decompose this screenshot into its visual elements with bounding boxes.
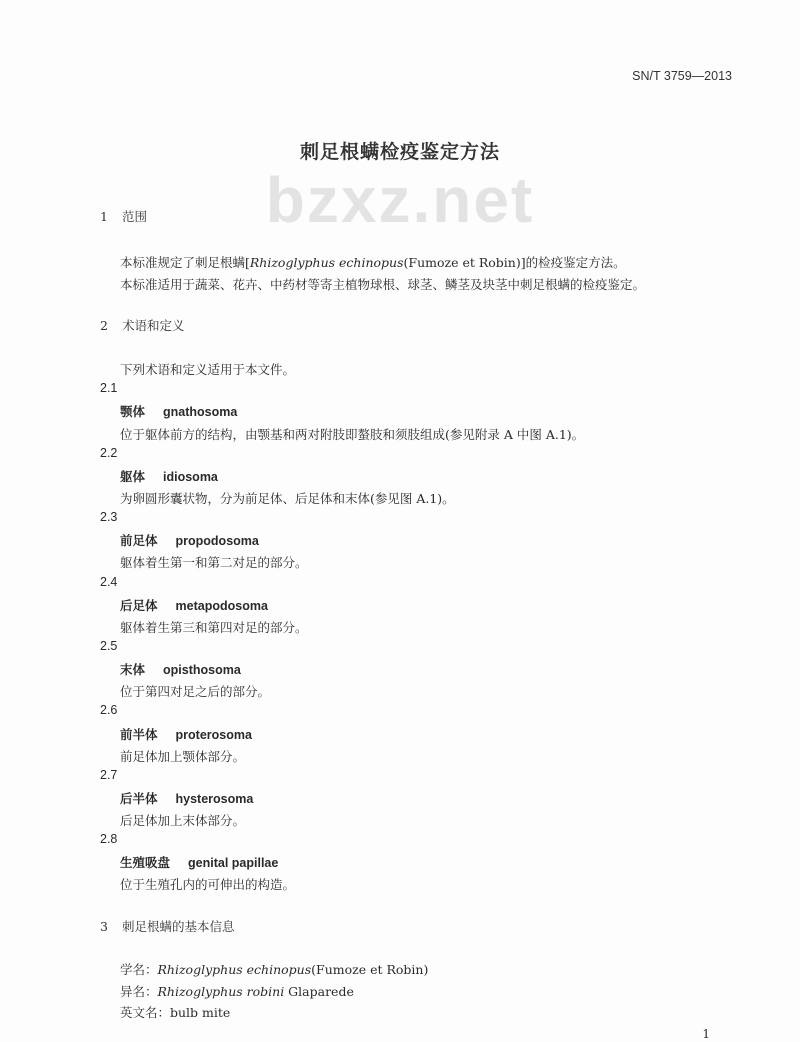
term-english: opisthosoma [163,663,241,677]
text-run: 躯体着生第三和第四对足的部分。 [120,620,308,635]
paragraph [120,553,308,571]
text-run: 位于生殖孔内的可伸出的构造。 [120,877,296,892]
term-entry [120,402,237,420]
paragraph [120,982,354,1000]
term-entry [120,467,218,485]
standard-code: SN/T 3759—2013 [632,69,732,83]
term-entry [120,853,278,871]
paragraph [120,960,428,978]
term-chinese: 后半体 [120,791,158,806]
text-run: (Fumoze et Robin) [311,962,429,977]
clause-number: 2.8 [100,832,118,846]
clause-number: 2.2 [100,446,118,460]
clause-number: 2.6 [100,703,118,717]
text-run: 学名： [120,962,158,977]
text-run: 位于第四对足之后的部分。 [120,684,271,699]
text-run: 下列术语和定义适用于本文件。 [120,362,296,377]
section-number: 2 [100,318,108,333]
term-english: metapodosoma [175,599,268,613]
term-chinese: 前半体 [120,727,158,742]
term-chinese: 颚体 [120,404,146,419]
term-entry [120,660,241,678]
term-chinese: 前足体 [120,533,158,548]
clause-number: 2.1 [100,381,118,395]
text-run: 位于躯体前方的结构，由颚基和两对附肢即螯肢和须肢组成(参见附录 A 中图 A.1)。 [120,427,585,442]
clause-number: 2.3 [100,510,118,524]
paragraph [120,360,295,378]
page-number: 1 [702,1027,710,1041]
scientific-name: Rhizoglyphus echinopus [249,255,404,270]
term-entry [120,789,253,807]
paragraph [120,682,270,700]
term-english: gnathosoma [163,405,238,419]
term-chinese: 生殖吸盘 [120,855,171,870]
page-title: 刺足根螨检疫鉴定方法 [299,141,500,163]
clause-number: 2.7 [100,768,118,782]
scientific-name: Rhizoglyphus echinopus [157,962,312,977]
text-run: 异名： [120,984,158,999]
term-english: genital papillae [188,856,279,870]
paragraph [120,618,308,636]
section-number: 3 [100,919,108,934]
text-run: 前足体加上颚体部分。 [120,749,246,764]
text-run: Glaparede [284,984,354,999]
paragraph [120,275,645,293]
text-run: 后足体加上末体部分。 [120,813,246,828]
term-english: proterosoma [175,728,252,742]
text-run: 英文名：bulb mite [120,1005,231,1020]
section-title: 术语和定义 [122,318,185,333]
term-chinese: 后足体 [120,598,158,613]
section-title: 刺足根螨的基本信息 [122,919,235,934]
scientific-name: Rhizoglyphus robini [157,984,285,999]
term-english: propodosoma [175,534,259,548]
paragraph [120,875,295,893]
term-english: idiosoma [163,470,218,484]
term-entry [120,725,252,743]
paragraph [120,811,245,829]
text-run: 本标准适用于蔬菜、花卉、中药材等寄主植物球根、球茎、鳞茎及块茎中刺足根螨的检疫鉴定。 [120,277,646,292]
section-heading [100,316,185,334]
clause-number: 2.4 [100,575,118,589]
section-heading [100,917,235,935]
text-run: 为卵圆形囊状物，分为前足体、后足体和末体(参见图 A.1)。 [120,491,455,506]
section-heading [100,207,147,225]
paragraph [120,489,455,507]
term-entry [120,596,268,614]
term-english: hysterosoma [175,792,254,806]
clause-number: 2.5 [100,639,118,653]
paragraph [120,747,245,765]
paragraph [120,425,584,443]
text-run: 本标准规定了刺足根螨[ [120,255,250,270]
paragraph [120,1003,230,1021]
section-title: 范围 [122,209,148,224]
text-run: (Fumoze et Robin)]的检疫鉴定方法。 [403,255,626,270]
term-entry [120,531,259,549]
watermark: bzxz.net [265,164,535,236]
text-run: 躯体着生第一和第二对足的部分。 [120,555,308,570]
term-chinese: 躯体 [120,469,146,484]
paragraph [120,253,626,271]
section-number: 1 [100,209,108,224]
term-chinese: 末体 [120,662,146,677]
